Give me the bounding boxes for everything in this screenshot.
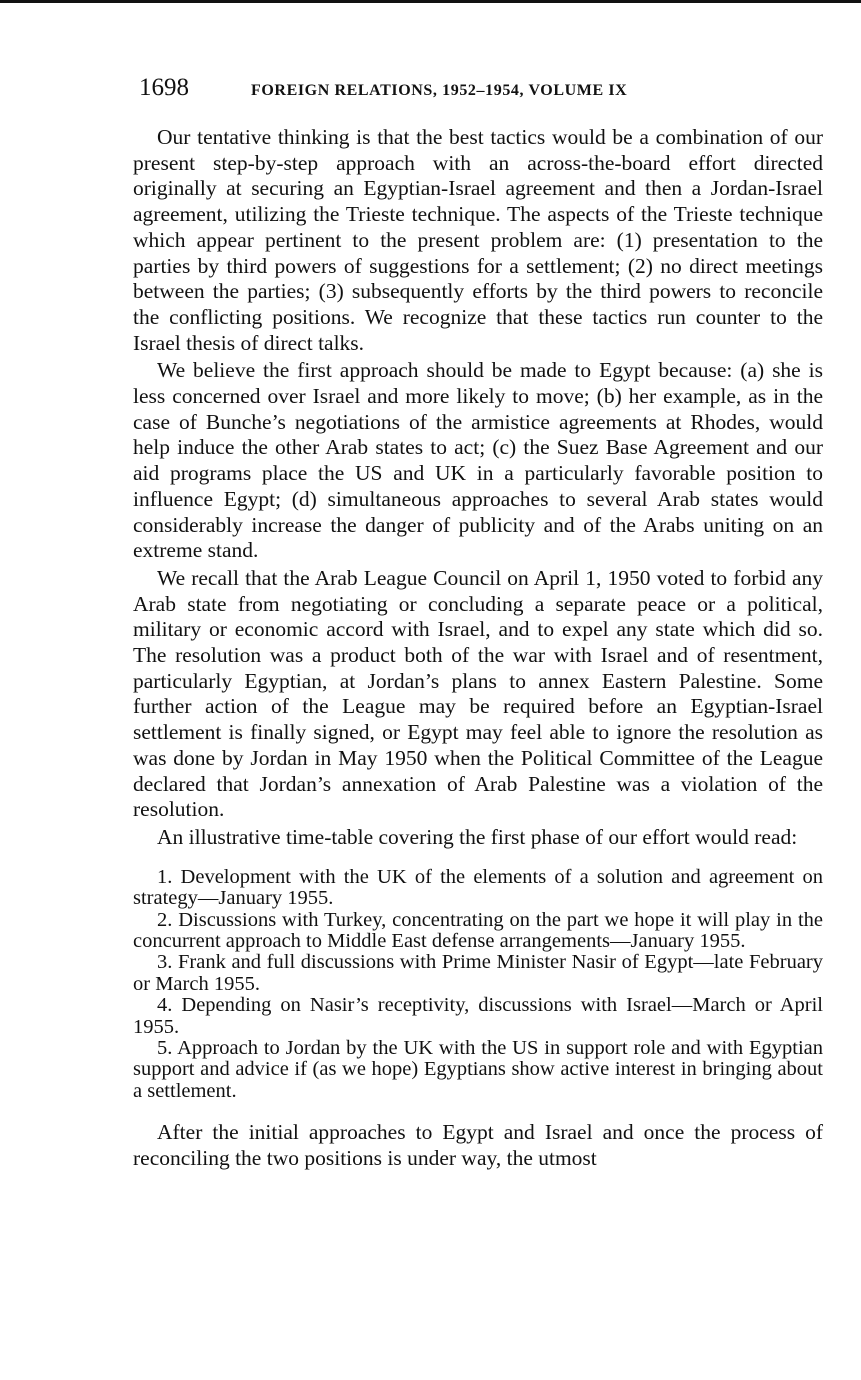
document-page — [133, 74, 823, 1172]
page-number: 1698 — [139, 74, 189, 101]
timetable-item: 3. Frank and full discussions with Prime Minister Nasir of Egypt—late February or March 1955. — [133, 951, 823, 995]
timetable-item: 2. Discussions with Turkey, concentrating on the part we hope it will play in the concurrent approach to Middle East defense arrangements—January 1955. — [133, 908, 823, 952]
paragraph-egypt-first: We believe the first approach should be made to Egypt because: (a) she is less concerned over Israel and more likely to move; (b) her example, as in the case of Bunche’s negotiations of the armistice agreements at Rhodes, would help induce the other Arab states to act; (c) the Suez Base Agreement and our aid programs place the US and UK in a particularly favorable position to influence Egypt; (d) simultaneous approaches to several Arab states would considerably increase the danger of publicity and of the Arabs uniting on an extreme stand. — [133, 358, 823, 563]
timetable-list — [133, 867, 823, 1102]
page-top-edge — [0, 0, 861, 3]
timetable-item: 5. Approach to Jordan by the UK with the US in support role and with Egyptian support and advice if (as we hope) Egyptians show active interest in bringing about a settlement. — [133, 1036, 823, 1102]
page-header — [133, 74, 823, 114]
timetable-item: 1. Development with the UK of the elements of a solution and agreement on strategy—January 1955. — [133, 865, 823, 910]
paragraph-tactics: Our tentative thinking is that the best tactics would be a combination of our present step-by-step approach with an across-the-board effort directed originally at securing an Egyptian-Israel agreement and then a Jordan-Israel agreement, utilizing the Trieste technique. The aspects of the Trieste technique which appear pertinent to the present problem are: (1) presentation to the parties by third powers of suggestions for a settlement; (2) no direct meetings between the parties; (3) subsequently efforts by the third powers to reconcile the conflicting positions. We recognize that these tactics run counter to the Israel thesis of direct talks. — [133, 125, 823, 355]
running-head: FOREIGN RELATIONS, 1952–1954, VOLUME IX — [251, 82, 628, 99]
paragraph-arab-league: We recall that the Arab League Council on April 1, 1950 voted to forbid any Arab state from negotiating or concluding a separate peace or a political, military or economic accord with Israel, and to expel any state which did so. The resolution was a product both of the war with Israel and of resentment, particularly Egyptian, at Jordan’s plans to annex Eastern Palestine. Some further action of the League may be required before an Egyptian-Israel settlement is finally signed, or Egypt may feel able to ignore the resolution as was done by Jordan in May 1950 when the Political Committee of the League declared that Jordan’s annexation of Arab Palestine was a violation of the resolution. — [133, 565, 823, 822]
paragraph-closing: After the initial approaches to Egypt and Israel and once the process of reconciling the two positions is under way, the utmost — [133, 1120, 823, 1170]
timetable-item: 4. Depending on Nasir’s receptivity, discussions with Israel—March or April 1955. — [133, 994, 823, 1038]
paragraph-timetable-intro: An illustrative time-table covering the first phase of our effort would read: — [157, 824, 798, 849]
